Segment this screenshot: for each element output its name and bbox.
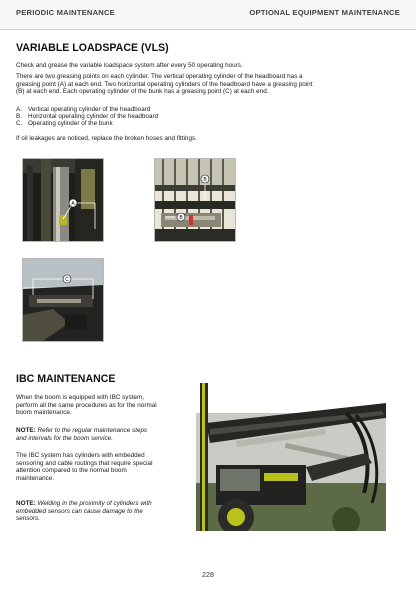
- callout-b: B: [179, 215, 183, 221]
- ibc-paragraph-1: [16, 394, 202, 417]
- photo-ibc-boom: [196, 383, 402, 531]
- ibc-paragraph-2: [16, 452, 202, 482]
- photo-headboard-vertical-cylinder: [22, 158, 104, 242]
- vls-paragraph-3: If oil leakages are noticed, replace the broken hoses and fittings.: [16, 135, 197, 142]
- vls-paragraph-1: Check and grease the variable loadspace system after every 50 operating hours.: [16, 62, 243, 69]
- text-line: boom maintenance.: [16, 409, 72, 417]
- note-text: sensors.: [16, 515, 40, 523]
- note-text: Welding in the proximity of cylinders with: [35, 500, 152, 507]
- section-label: PERIODIC MAINTENANCE: [16, 8, 115, 17]
- text-line: The IBC system has cylinders with embedded: [16, 452, 145, 459]
- vls-paragraph-2: [16, 73, 406, 96]
- ibc-note-1: [16, 427, 202, 442]
- text-line: perform all the same procedures as for the normal: [16, 401, 157, 409]
- page-header: [0, 0, 416, 30]
- vls-cylinder-list: [16, 106, 158, 128]
- note-text: and intervals for the boom service.: [16, 434, 113, 442]
- note-label: NOTE:: [16, 427, 36, 434]
- ibc-note-2: [16, 500, 202, 523]
- chapter-label: OPTIONAL EQUIPMENT MAINTENANCE: [249, 8, 400, 17]
- text-line: greasing point (A) at each end. Two horizontal operating cylinders of the headboard have a greasing point: [16, 80, 313, 88]
- text-line: maintenance.: [16, 474, 55, 482]
- list-item: C. Operating cylinder of the bunk: [16, 120, 113, 128]
- text-line: attention compared to the normal boom: [16, 467, 127, 475]
- page-number: 228: [202, 570, 214, 579]
- photo-bunk-cylinder: [22, 258, 104, 342]
- note-text: Refer to the regular maintenance steps: [35, 427, 148, 434]
- vls-title: VARIABLE LOADSPACE (VLS): [16, 42, 169, 54]
- list-item: B. Horizontal operating cylinder of the headboard: [16, 113, 159, 121]
- text-line: (B) at each end. Each operating cylinder of the bunk has a greasing point (C) at each end.: [16, 88, 269, 96]
- photo-headboard-horizontal-cylinder: [154, 158, 236, 242]
- callout-b-2: B: [203, 177, 207, 183]
- note-label: NOTE:: [16, 500, 36, 507]
- list-item: A. Vertical operating cylinder of the headboard: [16, 106, 151, 113]
- text-line: sensoring and cable routings that require special: [16, 459, 153, 467]
- ibc-title: IBC MAINTENANCE: [16, 373, 116, 385]
- note-text: embedded sensors can cause damage to the: [16, 507, 143, 515]
- callout-c: C: [65, 277, 69, 283]
- text-line: When the boom is equipped with IBC system,: [16, 394, 144, 401]
- text-line: There are two greasing points on each cylinder. The vertical operating cylinder of the headboard has a: [16, 73, 303, 80]
- callout-a: A: [71, 201, 75, 207]
